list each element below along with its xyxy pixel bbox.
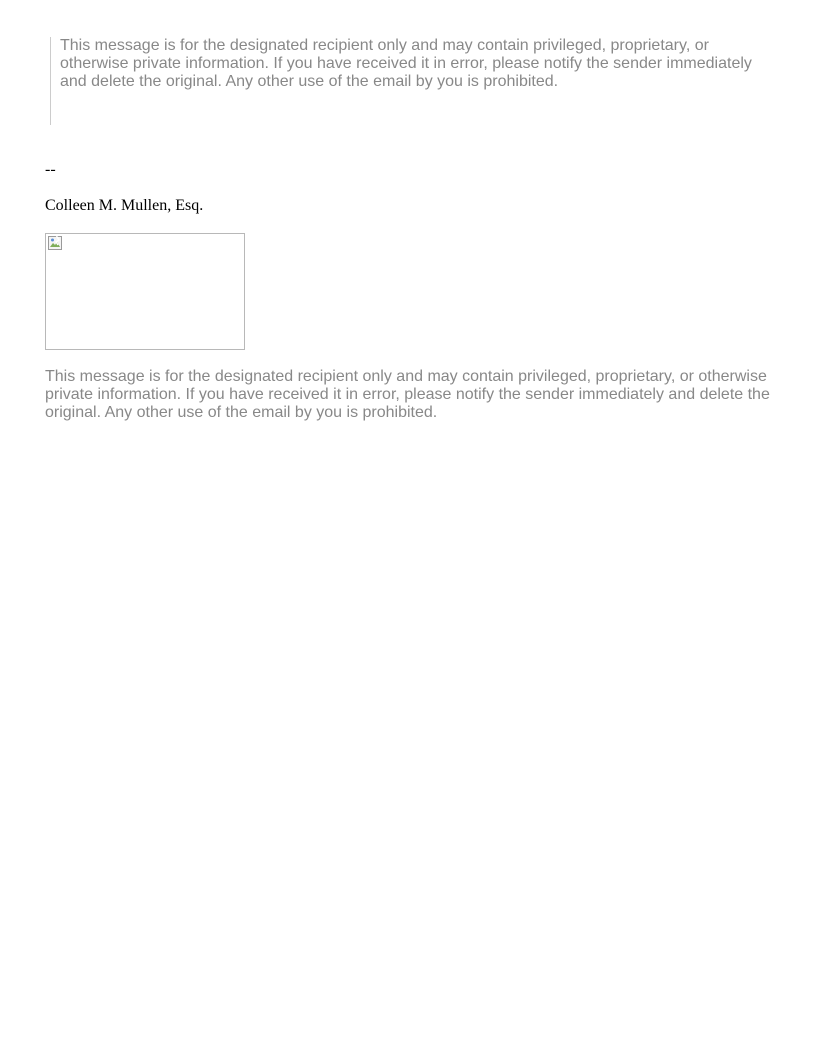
footer-disclaimer: This message is for the designated recipient only and may contain privileged, proprietary, or otherwise private information. If you have received it in error, please notify the sender immediately and delete the original. Any other use of the email by you is prohibited. (45, 368, 770, 421)
broken-image-icon (48, 236, 62, 250)
signature-separator: -- (45, 161, 56, 178)
quoted-block (50, 37, 766, 125)
quoted-disclaimer: This message is for the designated recipient only and may contain privileged, proprietary, or otherwise private information. If you have received it in error, please notify the sender immediately and delete the original. Any other use of the email by you is prohibited. (60, 37, 752, 90)
signature-name: Colleen M. Mullen, Esq. (45, 197, 204, 214)
signature-image (45, 233, 245, 350)
